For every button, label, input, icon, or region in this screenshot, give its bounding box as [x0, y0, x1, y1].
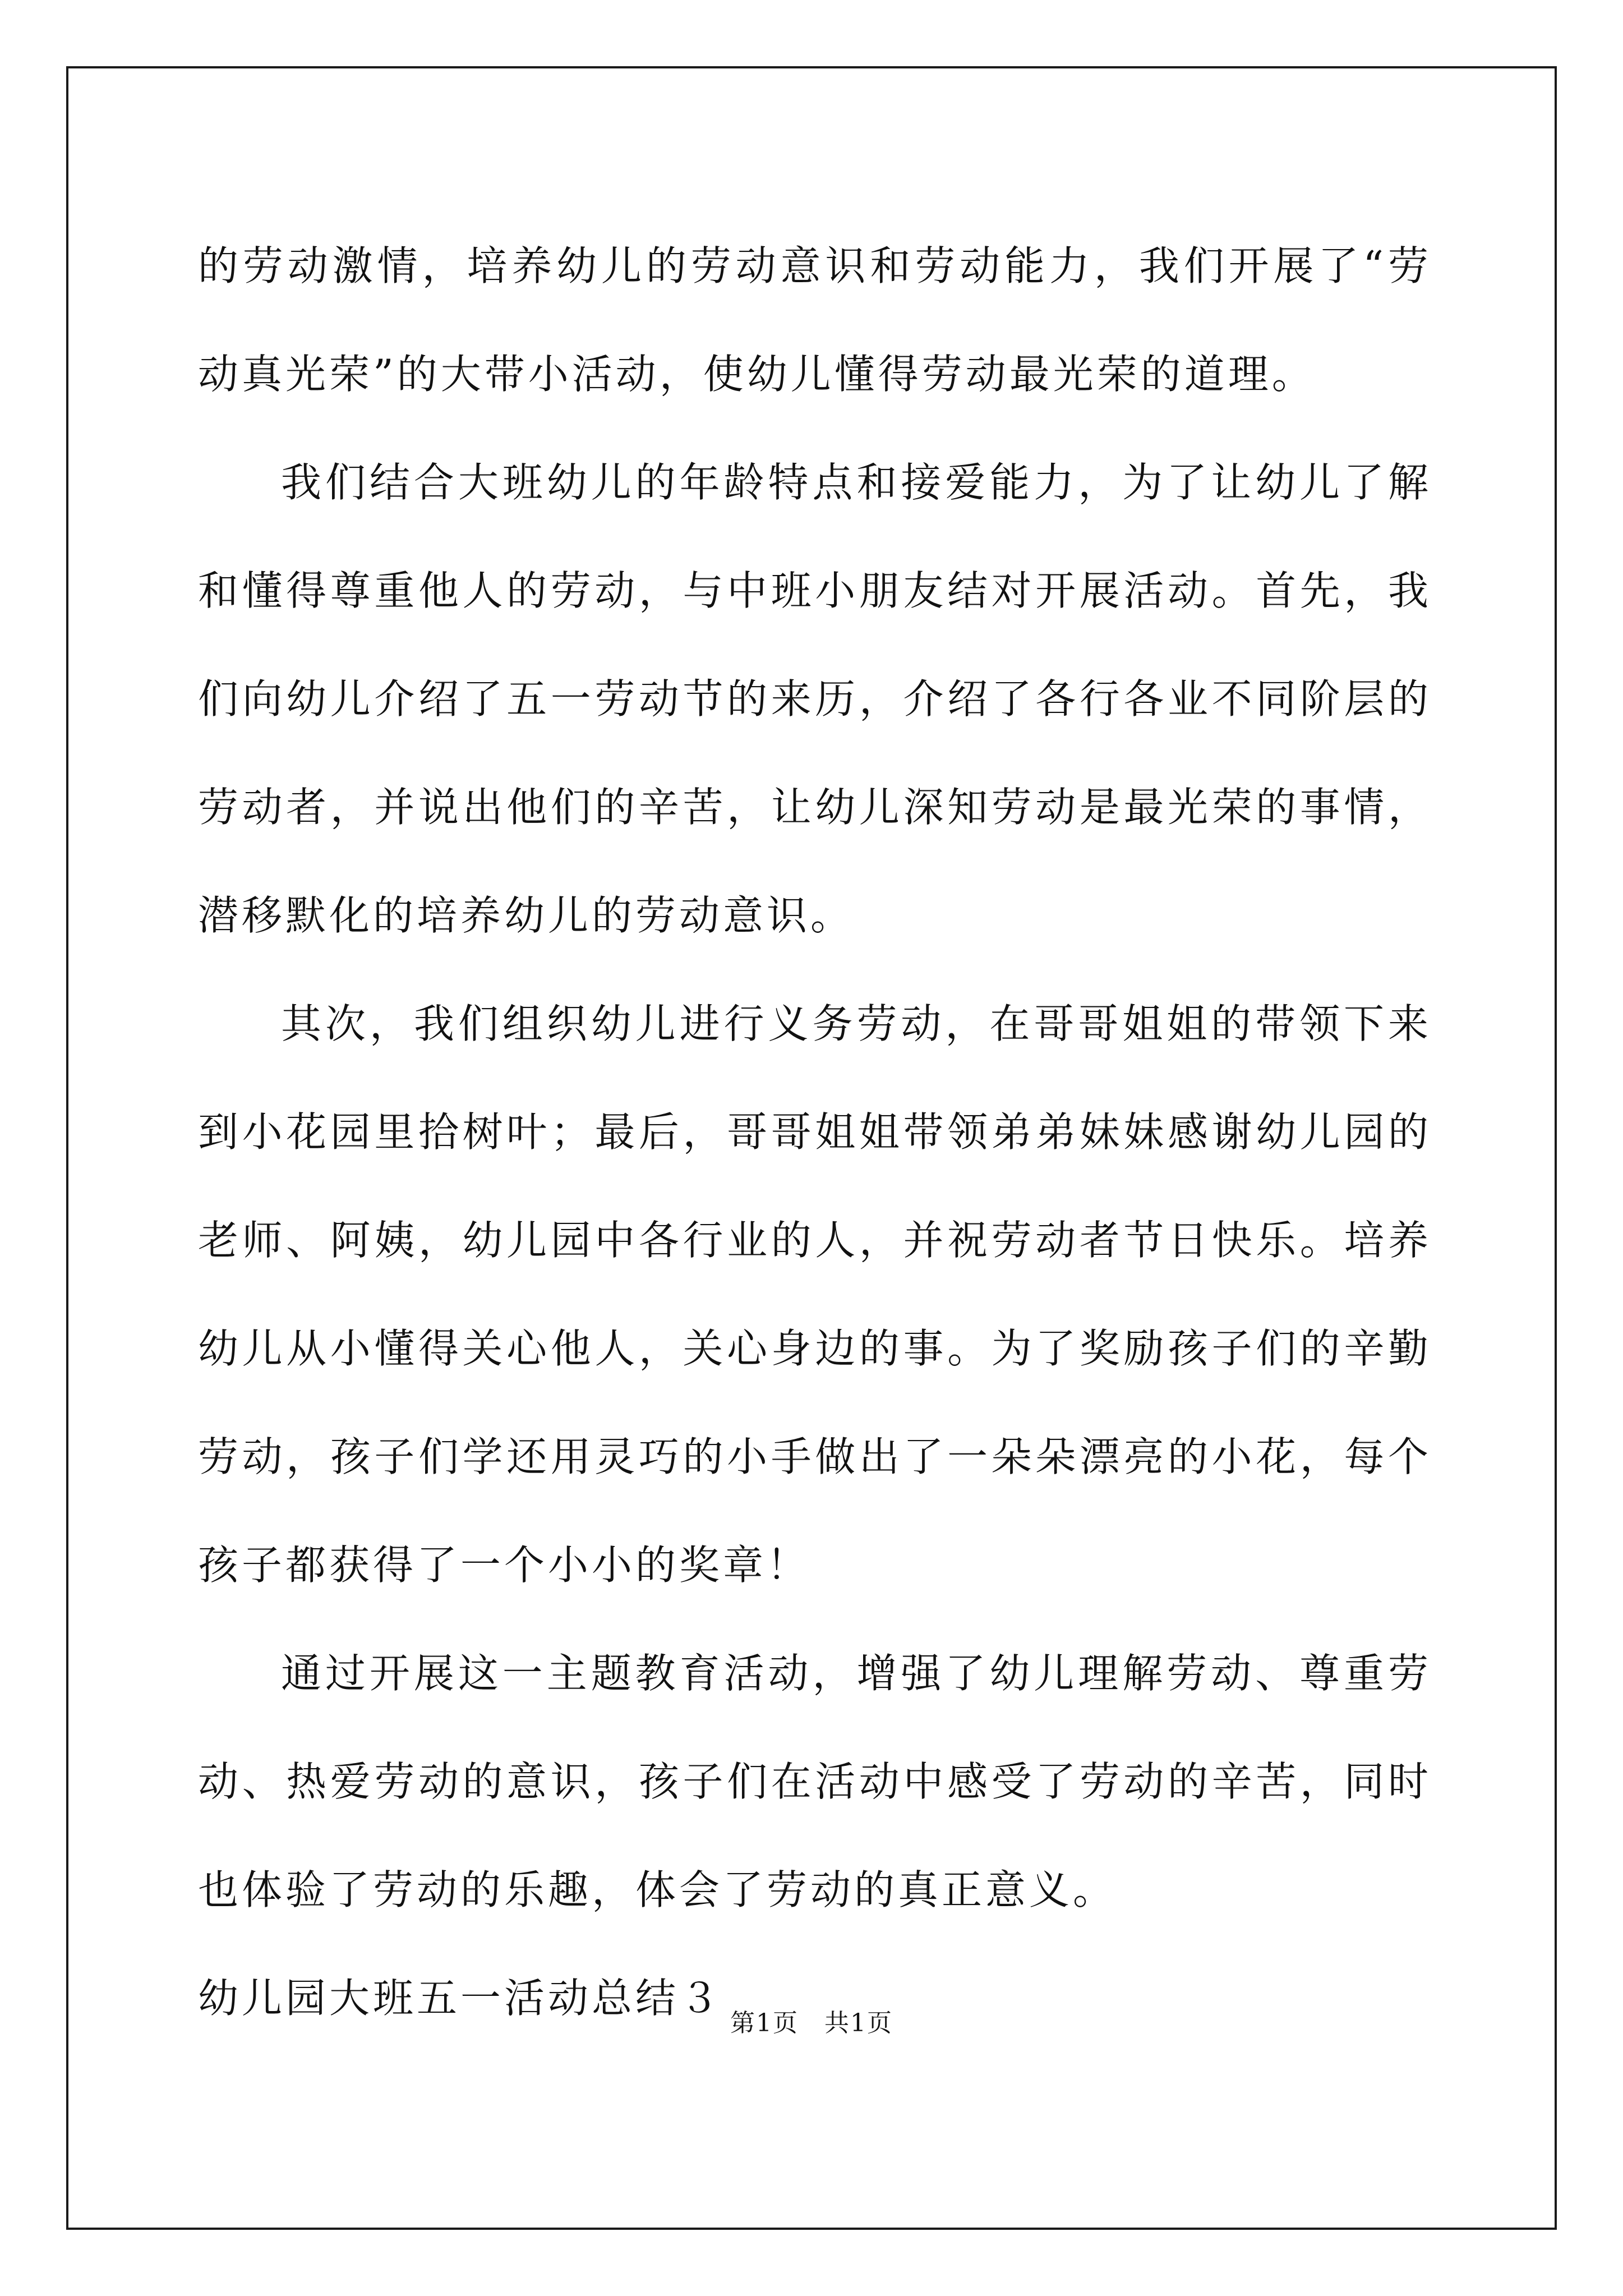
page-footer: [0, 2003, 1623, 2039]
section-heading: 幼儿园大班五一活动总结３: [198, 1975, 723, 2022]
paragraph-2: 我们结合大班幼儿的年龄特点和接爱能力，为了让幼儿了解和懂得尊重他人的劳动，与中班小朋友结对开展活动。首先，我们向幼儿介绍了五一劳动节的来历，介绍了各行各业不同阶层的劳动者，并说出他们的辛苦，让幼儿深知劳动是最光荣的事情，潜移默化的培养幼儿的劳动意识。: [198, 459, 1432, 939]
paragraph-3: 其次，我们组织幼儿进行义务劳动，在哥哥姐姐的带领下来到小花园里拾树叶；最后，哥哥姐姐带领弟弟妹妹感谢幼儿园的老师、阿姨，幼儿园中各行业的人，并祝劳动者节日快乐。培养幼儿从小懂得关心他人，关心身边的事。为了奖励孩子们的辛勤劳动，孩子们学还用灵巧的小手做出了一朵朵漂亮的小花，每个孩子都获得了一个小小的奖章！: [198, 1000, 1432, 1589]
page-number: 第1页 共1页: [730, 2009, 893, 2037]
paragraph-4: 通过开展这一主题教育活动，增强了幼儿理解劳动、尊重劳动、热爱劳动的意识，孩子们在活动中感受了劳动的辛苦，同时也体验了劳动的乐趣，体会了劳动的真正意义。: [198, 1650, 1432, 1913]
paragraph-1: 的劳动激情，培养幼儿的劳动意识和劳动能力，我们开展了“劳动真光荣”的大带小活动，使幼儿懂得劳动最光荣的道理。: [198, 242, 1432, 398]
document-body: [198, 212, 1432, 2053]
